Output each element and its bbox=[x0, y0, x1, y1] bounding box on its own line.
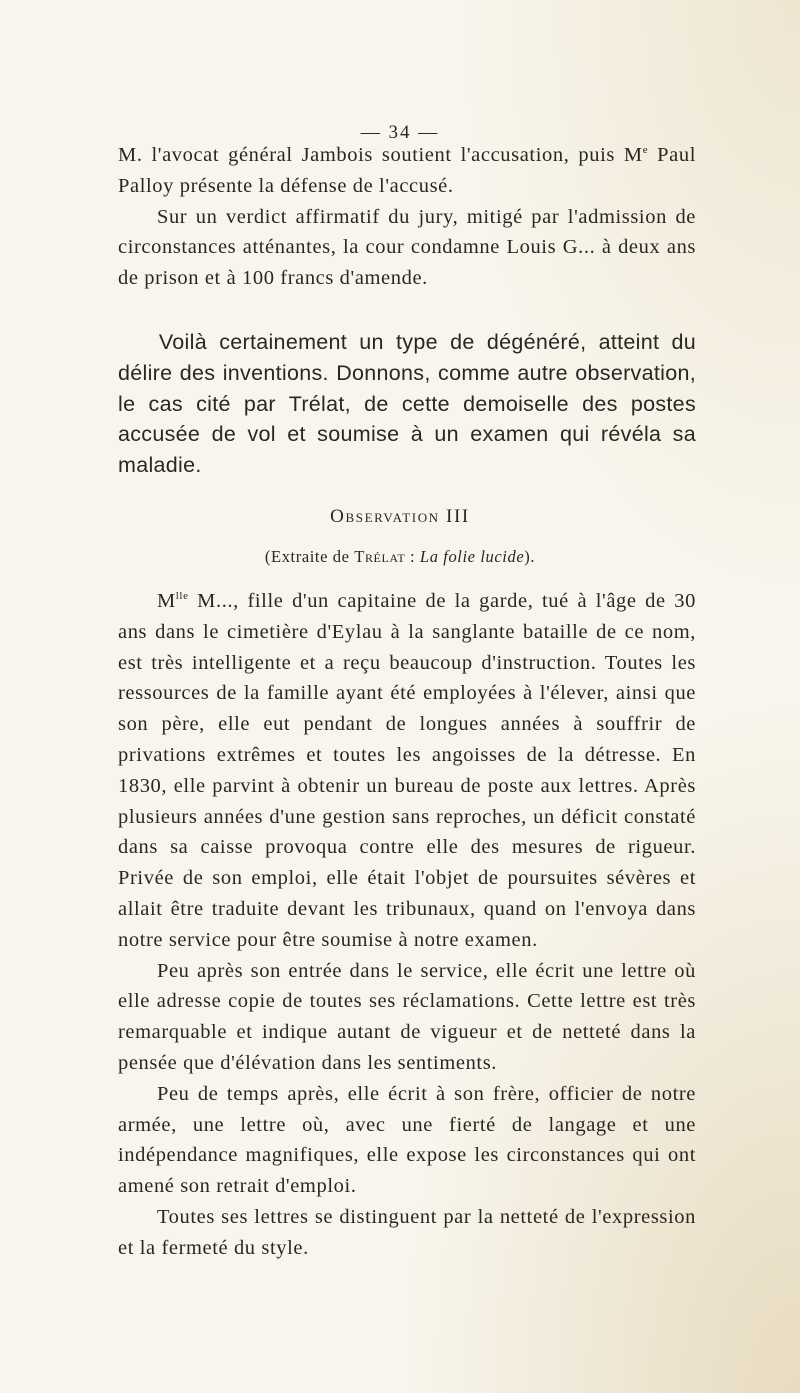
opening-section bbox=[118, 140, 696, 294]
observation-body bbox=[118, 586, 696, 1264]
paragraph-letter-to-brother: Peu de temps après, elle écrit à son frère, officier de notre armée, une lettre où, avec une fierté de langage et une indépendance magnifiques, elle expose les circonstances qui ont amené son retrait d'emploi. bbox=[118, 1082, 696, 1198]
superscript: e bbox=[642, 144, 649, 157]
observation-source bbox=[0, 547, 800, 567]
paragraph-case-history bbox=[118, 586, 696, 956]
paragraph-verdict: Sur un verdict affirmatif du jury, mitigé par l'admission de circonstances atténantes, la cour condamne Louis G... à deux ans de prison et à 100 francs d'amende. bbox=[118, 205, 696, 290]
source-separator: : bbox=[405, 547, 420, 566]
source-open: (Extraite de bbox=[264, 547, 355, 566]
paragraph-conclusion: Toutes ses lettres se distinguent par la netteté de l'expression et la fermeté du style. bbox=[118, 1205, 696, 1259]
paragraph-text: Paul Palloy présente la défense de l'accusé. bbox=[118, 144, 696, 197]
paragraph-first-letter: Peu après son entrée dans le service, elle écrit une lettre où elle adresse copie de toutes ses réclamations. Cette lettre est très remarquable et indique autant de vigueur et de netteté dans la pensée que d'élévation dans les sentiments. bbox=[118, 959, 696, 1074]
observation-title: Observation III bbox=[330, 506, 470, 527]
paragraph-commentary: Voilà certainement un type de dégénéré, atteint du délire des inventions. Donnons, comme autre observation, le cas cité par Trélat, de cette demoiselle des postes accusée de vol et soumise à un examen qui révéla sa maladie. bbox=[118, 330, 696, 478]
paragraph-prefix: M bbox=[156, 590, 176, 612]
page-number: — 34 — bbox=[360, 122, 440, 143]
paragraph-text: M. l'avocat général Jambois soutient l'accusation, puis M bbox=[118, 144, 643, 166]
commentary-section bbox=[118, 327, 696, 481]
superscript: lle bbox=[175, 590, 189, 603]
paragraph-text: M..., fille d'un capitaine de la garde, tué à l'âge de 30 ans dans le cimetière d'Eylau à la sanglante bataille de ce nom, est très intelligente et a reçu beaucoup d'instruction. Toutes les ressources de la famille ayant été employées à l'élever, ainsi que son père, elle eut pendant de longues années à souffrir de privations extrêmes et toutes les angoisses de la détresse. En 1830, elle parvint à obtenir un bureau de poste aux lettres. Après plusieurs années d'une gestion sans reproches, un déficit constaté dans sa caisse provoqua contre elle des mesures de rigueur. Privée de son emploi, elle était l'objet de poursuites sévères et allait être traduite devant les tribunaux, quand on l'envoya dans notre service pour être soumise à notre examen. bbox=[118, 590, 696, 951]
source-work-title: La folie lucide bbox=[419, 547, 525, 566]
paragraph-trial-defense bbox=[118, 140, 696, 202]
source-close: ). bbox=[524, 547, 536, 566]
source-author: Trélat bbox=[354, 547, 406, 566]
